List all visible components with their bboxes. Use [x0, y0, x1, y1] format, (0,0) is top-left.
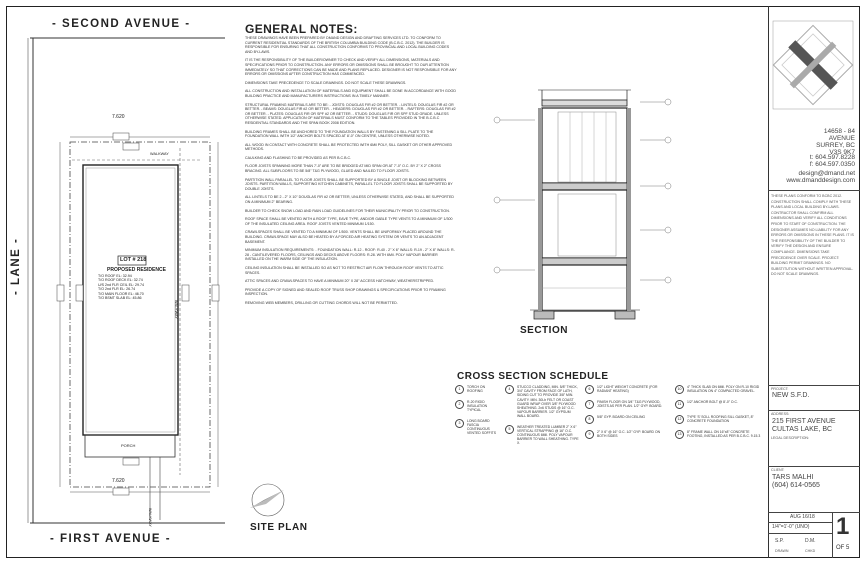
drawn-label: DRAWN — [775, 549, 789, 553]
schedule-column — [455, 385, 500, 441]
schedule-item-number: 3 — [455, 419, 464, 428]
schedule-item-text: 8" FRAME WALL ON 16"x8" CONCRETE FOOTING, INSTALLED AS PER B.C.B.C. 9.15.3 — [687, 430, 761, 439]
cross-section-drawing — [470, 80, 700, 330]
schedule-item-number: 7 — [585, 400, 594, 409]
schedule-item-number: 13 — [675, 430, 684, 439]
address-line: 215 FIRST AVENUE — [772, 418, 836, 425]
schedule-item — [455, 419, 500, 436]
schedule-item-text: TYPE 'S' SOLL ROOFING SILL GASKET, 8" CONCRETE FOUNDATION — [687, 415, 754, 424]
site-plan-title: SITE PLAN — [250, 522, 308, 533]
note-paragraph: ALL CONSTRUCTION AND INSTALLATION OF MATERIALS AND EQUIPMENT SHALL BE DONE IN ACCORDANCE WITH GOOD BUILDING PRACTICE AND MANUFACTURERS INSTRUCTIONS IN A TIMELY MANNER. — [245, 89, 456, 98]
note-paragraph: ROOF SPACE SHALL BE VENTED WITH A ROOF TYPE, EAVE TYPE, AND/OR GABLE TYPE VENTS TO A MINIMUM OF 1/300 OF THE INSULATED CEILING AREA. ROOF JOISTS VENTED MINIMUM 1/150. — [245, 217, 453, 226]
address-line: CULTAS LAKE, BC — [772, 426, 833, 433]
residence-stats — [98, 274, 144, 300]
divider — [768, 533, 832, 534]
client-label: CLIENT: — [771, 468, 785, 472]
dim-bottom: 7.620 — [112, 478, 125, 484]
company-phone — [805, 154, 855, 168]
company-address-line: V3S 9K7 — [829, 149, 855, 156]
residence-stat: T/O MAIN FLOOR EL: 46.70 — [98, 291, 144, 296]
schedule-item-number: 1 — [455, 385, 464, 394]
note-paragraph: BUILDER TO CHECK SNOW LOAD AND RAIN LOAD GUIDELINES FOR THEIR MUNICIPALITY PRIOR TO CONSTRUCTION. — [245, 208, 450, 213]
legal-description-label: LEGAL DESCRIPTION: — [771, 436, 810, 440]
schedule-item-number: 2 — [455, 400, 464, 409]
schedule-column — [585, 385, 670, 445]
note-paragraph: REMOVING WEB MEMBERS, DRILLING OR CUTTING CHORDS WILL NOT BE PERMITTED. — [245, 300, 398, 305]
schedule-item — [505, 425, 580, 446]
sheet-of: OF 5 — [836, 545, 850, 551]
company-email: design@dmand.net — [798, 170, 855, 177]
note-paragraph: DIMENSIONS TAKE PRECEDENCE TO SCALE DRAWINGS. DO NOT SCALE THESE DRAWINGS. — [245, 80, 407, 85]
schedule-item-text: STUCCO CLADDING, MIN. 5/8" THICK, 3/4" CAVITY FROM FACE OF LATH, SIDING CUT TO PROVIDE 3/8" MIN. CAVITY. MIN. 30Lb FELT OR COAST GUARD WRAP OVER 3/8" PLYWOOD SHEATHING. 2x6 STUDS @ 16" O.C. VAPOUR BARRIER. 1/2" GYPSUM WALL BOARD. — [517, 385, 578, 419]
date-value: AUG 16/18 — [790, 514, 815, 520]
checked-value: D.M. — [805, 538, 816, 544]
company-address — [805, 128, 855, 156]
left-street-label: - LANE - — [10, 237, 22, 295]
company-web: www.dmanddesign.com — [786, 177, 855, 184]
schedule-item — [675, 400, 765, 409]
schedule-item-text: 5/8" GYP. BOARD ON CEILING — [597, 415, 646, 419]
schedule-item-number: 4 — [505, 385, 514, 394]
note-paragraph: CEILING INSULATION SHALL BE INSTALLED SO AS NOT TO RESTRICT AIR FLOW THROUGH ROOF VENTS TO ATTIC SPACES. — [245, 265, 444, 275]
porch-label: PORCH — [121, 443, 136, 448]
schedule-item-number: 5 — [505, 425, 514, 434]
schedule-item — [675, 430, 765, 439]
schedule-item — [585, 400, 670, 409]
note-paragraph: ALL WOOD IN CONTACT WITH CONCRETE SHALL BE PROTECTED WITH 6Mil POLY, SILL GASKET OR OTHER APPROVED METHODS. — [245, 142, 453, 152]
note-paragraph: ALL LINTELS TO BE 2 - 2" X 10" DOUGLAS FIR #2 OR BETTER, UNLESS OTHERWISE STATED, AND SHALL BE SUPPORTED ON A MINIMUM 2" BEARING. — [245, 195, 454, 205]
general-notes-body — [245, 36, 457, 310]
residence-stat: U/S 2nd FLR CEIL EL: 29.74 — [98, 282, 145, 287]
checked-label: CHKD — [805, 549, 816, 553]
schedule-item — [585, 430, 670, 439]
schedule-item-text: 1/2" ANCHOR BOLT @ 8'-0" O.C. — [687, 400, 738, 404]
schedule-title: CROSS SECTION SCHEDULE — [457, 371, 609, 382]
schedule-item — [585, 415, 670, 424]
schedule-item-number: 12 — [675, 415, 684, 424]
note-paragraph: STRUCTURAL FRAMING MATERIALS ARE TO BE: - JOISTS: DOUGLAS FIR #2 OR BETTER. - LINTELS: DOUGLAS FIR #2 OR BETTER. - BEAMS: DOUGLAS FIR #2 OR BETTER. - HEADERS: DOUGLAS FIR #2 OR BETTER. - RAFTERS: DOUGLAS FIR #2 OR BETTER. - PLATES: DOUGLAS FIR OR SPF #2 OR BETTER. - STUDS: DOUGLAS FIR OR SPF STUD GRADE. UNLESS OTHERWISE STATED. APPLICATION OF MATERIALS MUST CONFORM TO THE TABLES PROVIDED IN THE B.C.B.C RESIDENTIAL STANDARDS AND THE SPAN BOOK 2008 EDITION. — [245, 102, 456, 125]
walkway-top: WALKWAY — [150, 152, 169, 156]
dim-top: 7.620 — [112, 114, 125, 120]
top-street-label: - SECOND AVENUE - — [52, 18, 191, 30]
company-phone-line: f: 604.597.0350 — [809, 161, 855, 168]
note-paragraph: BUILDING FRAMES SHALL BE ANCHORED TO THE FOUNDATION WALLS BY FASTENING A SILL PLATE TO THE FOUNDATION WALL WITH 1/2" ANCHOR BOLTS SPACED AT 8'-0" ON CENTRE, UNLESS OTHERWISE NOTED. — [245, 129, 434, 139]
residence-stat: T/O BSMT SLAB EL: 45.86 — [98, 296, 142, 301]
schedule-item — [455, 385, 500, 394]
note-paragraph: CRAWLSPACES SHALL BE VENTED TO A MINIMUM OF 1/500. VENTS SHALL BE UNIFORMLY PLACED AROUND THE BUILDING. CRAWLSPACE MAY ALSO BE HEATED BY A FORCED AIR HEATING SYSTEM OR VENTS TO AN ADJACENT BASEMENT. — [245, 230, 444, 244]
sheet-number: 1 — [836, 513, 850, 540]
company-logo — [772, 20, 854, 110]
schedule-item-text: 2" X 6" @ 16" O.C. 1/2" GYP. BOARD ON BOTH SIDES — [597, 430, 661, 439]
schedule-item-text: LONG BOARD FASCIA CONTINUOUS VENTED SOFFITS — [467, 418, 497, 436]
residence-stat: T/O ROOF DECK EL: 32.74 — [98, 278, 143, 283]
note-paragraph: MINIMUM INSULATION REQUIREMENTS: - FOUNDATION WALL: R-12 - ROOF: R-40 - 2" X 6" WALLS: R-19 - 2" X 8" WALLS: R-28 - CANTILEVERED FLOORS, CEILINGS AND DECKS ABOVE FLOORS: R-28. WITH 6Mil. POLY VAPOUR BARRIER INSTALLED ON THE WARM SIDE OF THE INSULATION. — [245, 248, 455, 262]
schedule-item-text: FINISH FLOOR ON 3/4" T&G PLYWOOD, JOISTS AS PER PLAN. 1/2" GYP. BOARD. — [597, 400, 663, 409]
note-paragraph: THESE DRAWINGS HAVE BEEN PREPARED BY DMAND DESIGN AND DRAFTING SERVICES LTD. TO CONFORM TO CURRENT RESIDENTIAL STANDARDS OF THE BRITISH COLUMBIA BUILDING CODE (B.C.B.C. 2012). THE BUILDER IS RESPONSIBLE FOR ENSURING THAT ALL CONSTRUCTION CONFORMS TO PROVINCIAL AND LOCAL BUILDING CODES AND BY-LAWS. — [245, 36, 450, 54]
client-line: TARS MALHI — [772, 474, 814, 481]
project-value: NEW S.F.D. — [772, 392, 810, 399]
schedule-item-number: 9 — [585, 430, 594, 439]
divider — [768, 190, 860, 191]
schedule-item-number: 8 — [585, 415, 594, 424]
note-paragraph: PARTITION WALL PARALLEL TO FLOOR JOISTS SHALL BE SUPPORTED BY A SINGLE JOIST OR BLOCKING BETWEEN JOISTS. PARTITION WALLS, SUPPORTING KITCHEN CABINETS, PARALLEL TO FLOOR JOISTS SHALL BE SUPPORTED BY DOUBLE JOISTS. — [245, 177, 453, 191]
divider — [768, 522, 832, 523]
walkway-right: WALKWAY — [174, 300, 178, 319]
address-label: ADDRESS: — [771, 412, 790, 416]
client-value — [772, 474, 820, 490]
section-title: SECTION — [520, 325, 568, 336]
schedule-item-text: WEATHER TREATED LUMBER 2" X 6" VERTICAL STRAPPING @ 16" O.C. CONTINUOUS 6Mil. POLY VAPOUR BARRIER TO WALL SHEATHING. TYPE X. — [517, 424, 579, 446]
schedule-item — [585, 385, 670, 394]
schedule-item-text: TORCH ON ROOFING — [467, 385, 486, 394]
company-address-line: SURREY, BC — [816, 142, 855, 149]
schedule-item-number: 10 — [675, 385, 684, 394]
schedule-item-text: R-20 RIGID INSULATION TYPICAL — [467, 400, 488, 413]
bottom-street-label: - FIRST AVENUE - — [50, 533, 172, 545]
schedule-column — [505, 385, 580, 452]
divider — [832, 512, 833, 558]
residence-stat: T/O ROOF EL: 32.94 — [98, 274, 132, 278]
scale-value: 1/4"=1'-0" (UNO) — [772, 524, 810, 530]
note-paragraph: PROVIDE A COPY OF SIGNED AND SEALED ROOF TRUSS SHOP DRAWINGS & SPECIFICATIONS PRIOR TO FRAMING INSPECTION. — [245, 287, 446, 297]
company-address-line: 14658 - 84 AVENUE — [823, 128, 855, 142]
note-paragraph: CAULKING AND FLASHING TO BE PROVIDED AS PER B.C.B.C. — [245, 155, 352, 160]
project-label: PROJECT: — [771, 387, 789, 391]
note-paragraph: FLOOR JOISTS SPANNING MORE THAN 7'-0" ARE TO BE BRIDGED AT MID SPAN OR AT 7'-0" O.C. BY 2" X 2" CROSS BRACING. ALL SUBFLOORS TO BE 5/8" T&G PLYWOOD, GLUED AND NAILED TO FLOOR JOISTS. — [245, 164, 441, 174]
note-paragraph: IT IS THE RESPONSIBILITY OF THE BUILDER/OWNER TO CHECK AND VERIFY ALL DIMENSIONS, MATERIALS AND SPECIFICATIONS PRIOR TO CONSTRUCTION. ANY ERRORS OR OMISSIONS SHALL BE BROUGHT TO OUR ATTENTION IMMEDIATELY SO THAT CORRECTIONS CAN BE MADE AND PLANS REPLACED. DESIGNER IS NOT RESPONSIBLE FOR ANY ERRORS OR OMISSIONS AFTER CONSTRUCTION HAS COMMENCED. — [245, 58, 457, 77]
lot-label: LOT # 218 — [120, 257, 147, 263]
note-paragraph: ATTIC SPACES AND CRAWLSPACES TO HAVE A MINIMUM 20" X 28" ACCESS HATCHWAY, WEATHERSTRIPPED. — [245, 279, 435, 284]
schedule-item — [675, 385, 765, 394]
schedule-item — [675, 415, 765, 424]
schedule-item — [455, 400, 500, 413]
schedule-list — [455, 385, 765, 545]
schedule-item-text: 1/2" LIGHT WEIGHT CONCRETE (FOR RADIANT HEATING) — [597, 385, 658, 394]
divider — [768, 466, 860, 467]
company-phone-line: t: 604.597.8228 — [809, 154, 855, 161]
residence-label: PROPOSED RESIDENCE — [107, 267, 166, 273]
schedule-item — [505, 385, 580, 419]
walkway-bottom: WALKWAY — [148, 508, 152, 527]
schedule-item-text: 4" THICK SLAB ON 6Mil. POLY ON R-10 RIGID INSULATION ON 4" COMPACTED GRAVEL. — [687, 385, 760, 394]
drawn-value: S.P. — [775, 538, 784, 544]
schedule-item-number: 11 — [675, 400, 684, 409]
schedule-item-number: 6 — [585, 385, 594, 394]
residence-stat: T/O 2nd FLR EL: 26.74 — [98, 287, 136, 292]
general-notes-title: GENERAL NOTES: — [245, 22, 358, 36]
client-line: (604) 614-0565 — [772, 482, 820, 489]
schedule-column — [675, 385, 765, 445]
divider — [768, 410, 860, 411]
divider — [768, 385, 860, 386]
disclaimer-text: THESE PLANS CONFORM TO BCBC 2012. CONSTRUCTION SHALL COMPLY WITH THESE PLANS AND LOCAL BUILDING BY-LAWS. CONTRACTOR SHALL CONFIRM ALL DIMENSIONS AND VERIFY ALL CONDITIONS PRIOR TO START OF CONSTRUCTION. THE DESIGNER ASSUMES NO LIABILITY FOR ANY ERRORS OR OMISSIONS IN THESE PLANS. IT IS THE RESPONSIBILITY OF THE BUILDER TO VERIFY THE DESIGN AND ENSURE COMPLIANCE. DIMENSIONS TAKE PRECEDENCE OVER SCALE. PROJECT: BUILDING PERMIT DRAWINGS. NO SUBSTITUTION WITHOUT WRITTEN APPROVAL. DO NOT SCALE DRAWINGS. — [771, 194, 854, 277]
address-value — [772, 418, 836, 434]
